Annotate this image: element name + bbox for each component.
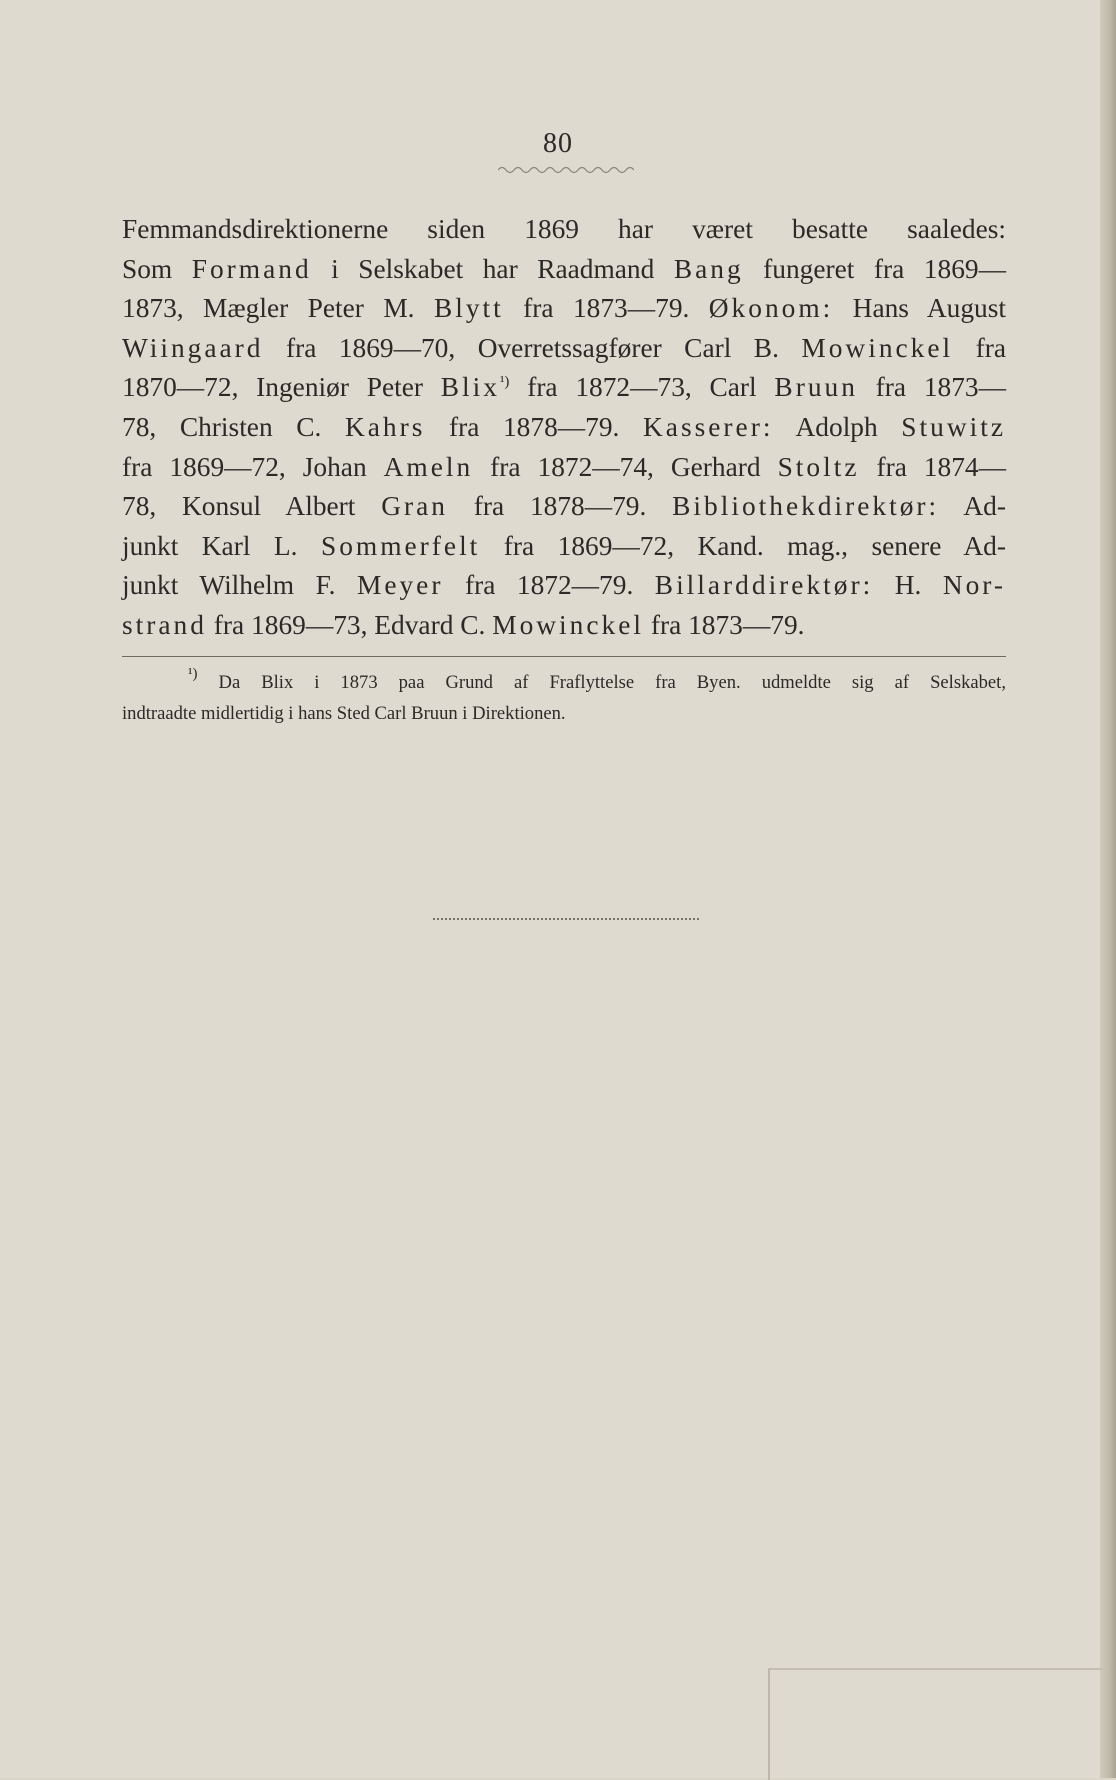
footnote-marker: ¹) [188,666,198,682]
body-text-run: $^{^1)}$ fra 1872—73, Carl [499,372,775,403]
spaced-emphasis: Sommerfelt [320,530,481,561]
body-text-run: Som [122,253,192,284]
spaced-emphasis: Nor- [942,570,1006,601]
body-text-run: fra 1869—70, Overretssagfører Carl B. [263,332,802,363]
body-text-run: fra 1869—72, Johan [122,451,384,482]
body-line [122,408,1006,448]
spaced-emphasis: Bibliothekdirektør: [672,491,940,522]
body-text-run: fra 1873—79. [643,609,805,640]
spaced-emphasis: Wiingaard [122,332,264,363]
spaced-emphasis: Ameln [383,451,474,482]
body-text-run: 1873, Mægler Peter M. [122,293,434,324]
scan-corner-mark [768,1668,1108,1780]
body-text-run: fra 1872—79. [443,570,655,601]
footnote [122,667,1006,729]
body-line [122,487,1006,527]
spaced-emphasis: Bang [673,253,744,284]
body-text-run: Adolph [773,411,902,442]
body-text-run: fungeret fra 1869— [743,253,1006,284]
body-text-run: fra 1872—74, Gerhard [473,451,778,482]
body-text-run: i Selskabet har Raadmand [311,253,674,284]
spaced-emphasis: Kasserer: [643,411,774,442]
body-text-run: fra 1874— [859,451,1006,482]
body-line [122,566,1006,606]
body-line [122,289,1006,329]
spaced-emphasis: Billarddirektør: [654,570,874,601]
body-text-run: fra 1869—73, Edvard C. [206,609,493,640]
footnote-text: Da Blix i 1873 paa Grund af Fraflyttelse fra Byen. udmeldte sig af Selskabet, [218,672,1006,693]
body-text-run: fra 1873—79. [503,293,709,324]
spaced-emphasis: strand [122,609,207,640]
page-edge-shadow [1100,0,1116,1778]
body-text-run: Hans August [833,293,1006,324]
page-number: 80 [543,128,573,159]
body-text-run: fra 1869—72, Kand. mag., senere Ad- [480,530,1006,561]
spaced-emphasis: Meyer [356,570,444,601]
body-text-run: fra 1873— [857,372,1006,403]
spaced-emphasis: Formand [191,253,312,284]
body-text-run: H. [873,570,943,601]
footnote-rule [122,656,1006,657]
spaced-emphasis: Økonom: [708,293,834,324]
body-text-run: junkt Wilhelm F. [122,570,357,601]
spaced-emphasis: Mowinckel [492,609,644,640]
ornamental-rule [498,164,634,176]
body-text-run: fra 1878—79. [425,411,643,442]
spaced-emphasis: Kahrs [344,411,426,442]
body-text-run: junkt Karl L. [122,530,321,561]
dotted-separator [433,918,699,920]
body-text-run: fra 1878—79. [447,491,673,522]
spaced-emphasis: Gran [381,491,448,522]
body-line [122,527,1006,567]
footnote-reference: ¹) [499,374,510,391]
body-line [122,210,1006,250]
body-line [122,448,1006,488]
body-line [122,368,1006,408]
spaced-emphasis: Stoltz [777,451,860,482]
body-text-run: Ad- [939,491,1006,522]
body-line [122,606,1006,646]
body-line [122,329,1006,369]
spaced-emphasis: Stuwitz [901,411,1006,442]
spaced-emphasis: Blytt [433,293,504,324]
footnote-line-1 [122,667,1006,698]
body-text-run: fra [953,332,1006,363]
body-text-run: 78, Christen C. [122,411,345,442]
body-line [122,250,1006,290]
spaced-emphasis: Blix [440,372,500,403]
spaced-emphasis: Bruun [774,372,858,403]
body-text-run: 1870—72, Ingeniør Peter [122,372,441,403]
body-text [122,210,1006,646]
footnote-line-2: indtraadte midlertidig i hans Sted Carl Bruun i Direktionen. [122,703,566,724]
spaced-emphasis: Mowinckel [801,332,954,363]
body-text-run: 78, Konsul Albert [122,491,382,522]
body-text-run: Femmandsdirektionerne siden 1869 har været besatte saaledes: [122,214,1006,244]
